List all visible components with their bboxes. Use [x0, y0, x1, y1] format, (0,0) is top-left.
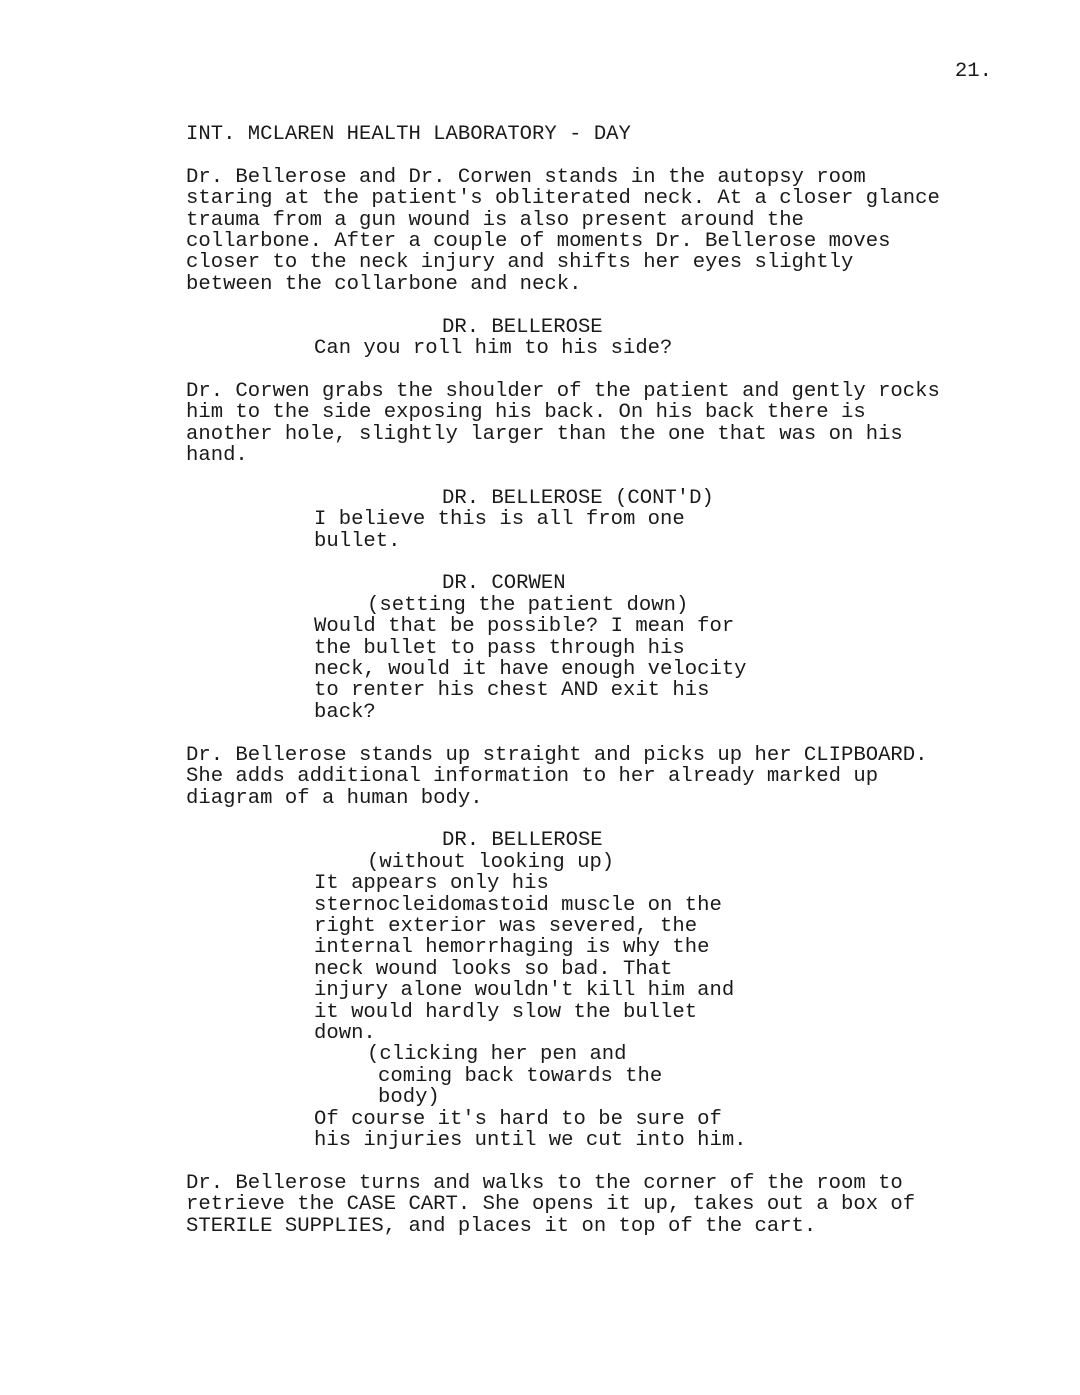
dialogue-line: to renter his chest AND exit his [314, 679, 710, 703]
scene-heading [186, 124, 986, 145]
character-name: DR. BELLEROSE [442, 829, 603, 853]
dialogue-line: neck wound looks so bad. That [314, 957, 673, 981]
dialogue-line: injury alone wouldn't kill him and [314, 979, 735, 1003]
parenthetical: (setting the patient down) [367, 593, 689, 617]
dialogue-block-4 [186, 830, 986, 1151]
action-line: She adds additional information to her already marked up [186, 765, 879, 789]
dialogue-line: neck, would it have enough velocity [314, 658, 747, 682]
action-line: Dr. Bellerose stands up straight and picks up her CLIPBOARD. [186, 743, 928, 767]
character-name: DR. BELLEROSE [442, 315, 603, 339]
action-line: collarbone. After a couple of moments Dr. Bellerose moves [186, 230, 891, 254]
action-line: between the collarbone and neck. [186, 272, 582, 296]
dialogue-line: sternocleidomastoid muscle on the [314, 893, 722, 917]
parenthetical-continuation: body) [378, 1086, 440, 1110]
dialogue-line: the bullet to pass through his [314, 636, 685, 660]
action-line: him to the side exposing his back. On his back there is [186, 401, 866, 425]
dialogue-block-3 [186, 573, 986, 723]
dialogue-line: down. [314, 1021, 376, 1045]
script-body [186, 124, 986, 1258]
dialogue-block-2 [186, 488, 986, 552]
dialogue-line: Would that be possible? I mean for [314, 615, 735, 639]
parenthetical: (without looking up) [367, 850, 615, 874]
dialogue-line: I believe this is all from one [314, 508, 685, 532]
dialogue-line: Can you roll him to his side? [314, 337, 673, 361]
dialogue-line: right exterior was severed, the [314, 914, 698, 938]
action-paragraph-2 [186, 381, 986, 467]
dialogue-line: back? [314, 700, 376, 724]
parenthetical-continuation: coming back towards the [378, 1064, 663, 1088]
dialogue-line: Of course it's hard to be sure of [314, 1107, 722, 1131]
action-paragraph-4 [186, 1173, 986, 1237]
character-name: DR. CORWEN [442, 572, 566, 596]
action-line: Dr. Bellerose and Dr. Corwen stands in the autopsy room [186, 165, 866, 189]
dialogue-line: bullet. [314, 529, 401, 553]
parenthetical [186, 1087, 986, 1108]
action-paragraph-1 [186, 167, 986, 295]
action-line: Dr. Bellerose turns and walks to the corner of the room to [186, 1171, 903, 1195]
action-line: diagram of a human body. [186, 786, 483, 810]
action-line: another hole, slightly larger than the one that was on his [186, 422, 903, 446]
dialogue-line: internal hemorrhaging is why the [314, 936, 710, 960]
page-number: 21. [954, 60, 992, 83]
dialogue-block-1 [186, 317, 986, 360]
action-line: trauma from a gun wound is also present around the [186, 208, 804, 232]
dialogue-line: his injuries until we cut into him. [314, 1128, 747, 1152]
action-line: staring at the patient's obliterated neck. At a closer glance [186, 187, 940, 211]
action-line: STERILE SUPPLIES, and places it on top of the cart. [186, 1214, 817, 1238]
scene-heading-text: INT. MCLAREN HEALTH LABORATORY - DAY [186, 123, 631, 146]
action-line: hand. [186, 444, 248, 468]
action-line: closer to the neck injury and shifts her eyes slightly [186, 251, 854, 275]
action-paragraph-3 [186, 745, 986, 809]
action-line: Dr. Corwen grabs the shoulder of the patient and gently rocks [186, 379, 940, 403]
dialogue-line: It appears only his [314, 872, 549, 896]
parenthetical: (clicking her pen and [367, 1043, 627, 1067]
action-line: retrieve the CASE CART. She opens it up, takes out a box of [186, 1193, 916, 1217]
character-name: DR. BELLEROSE (CONT'D) [442, 486, 714, 510]
parenthetical [186, 1066, 986, 1087]
dialogue-line: it would hardly slow the bullet [314, 1000, 698, 1024]
